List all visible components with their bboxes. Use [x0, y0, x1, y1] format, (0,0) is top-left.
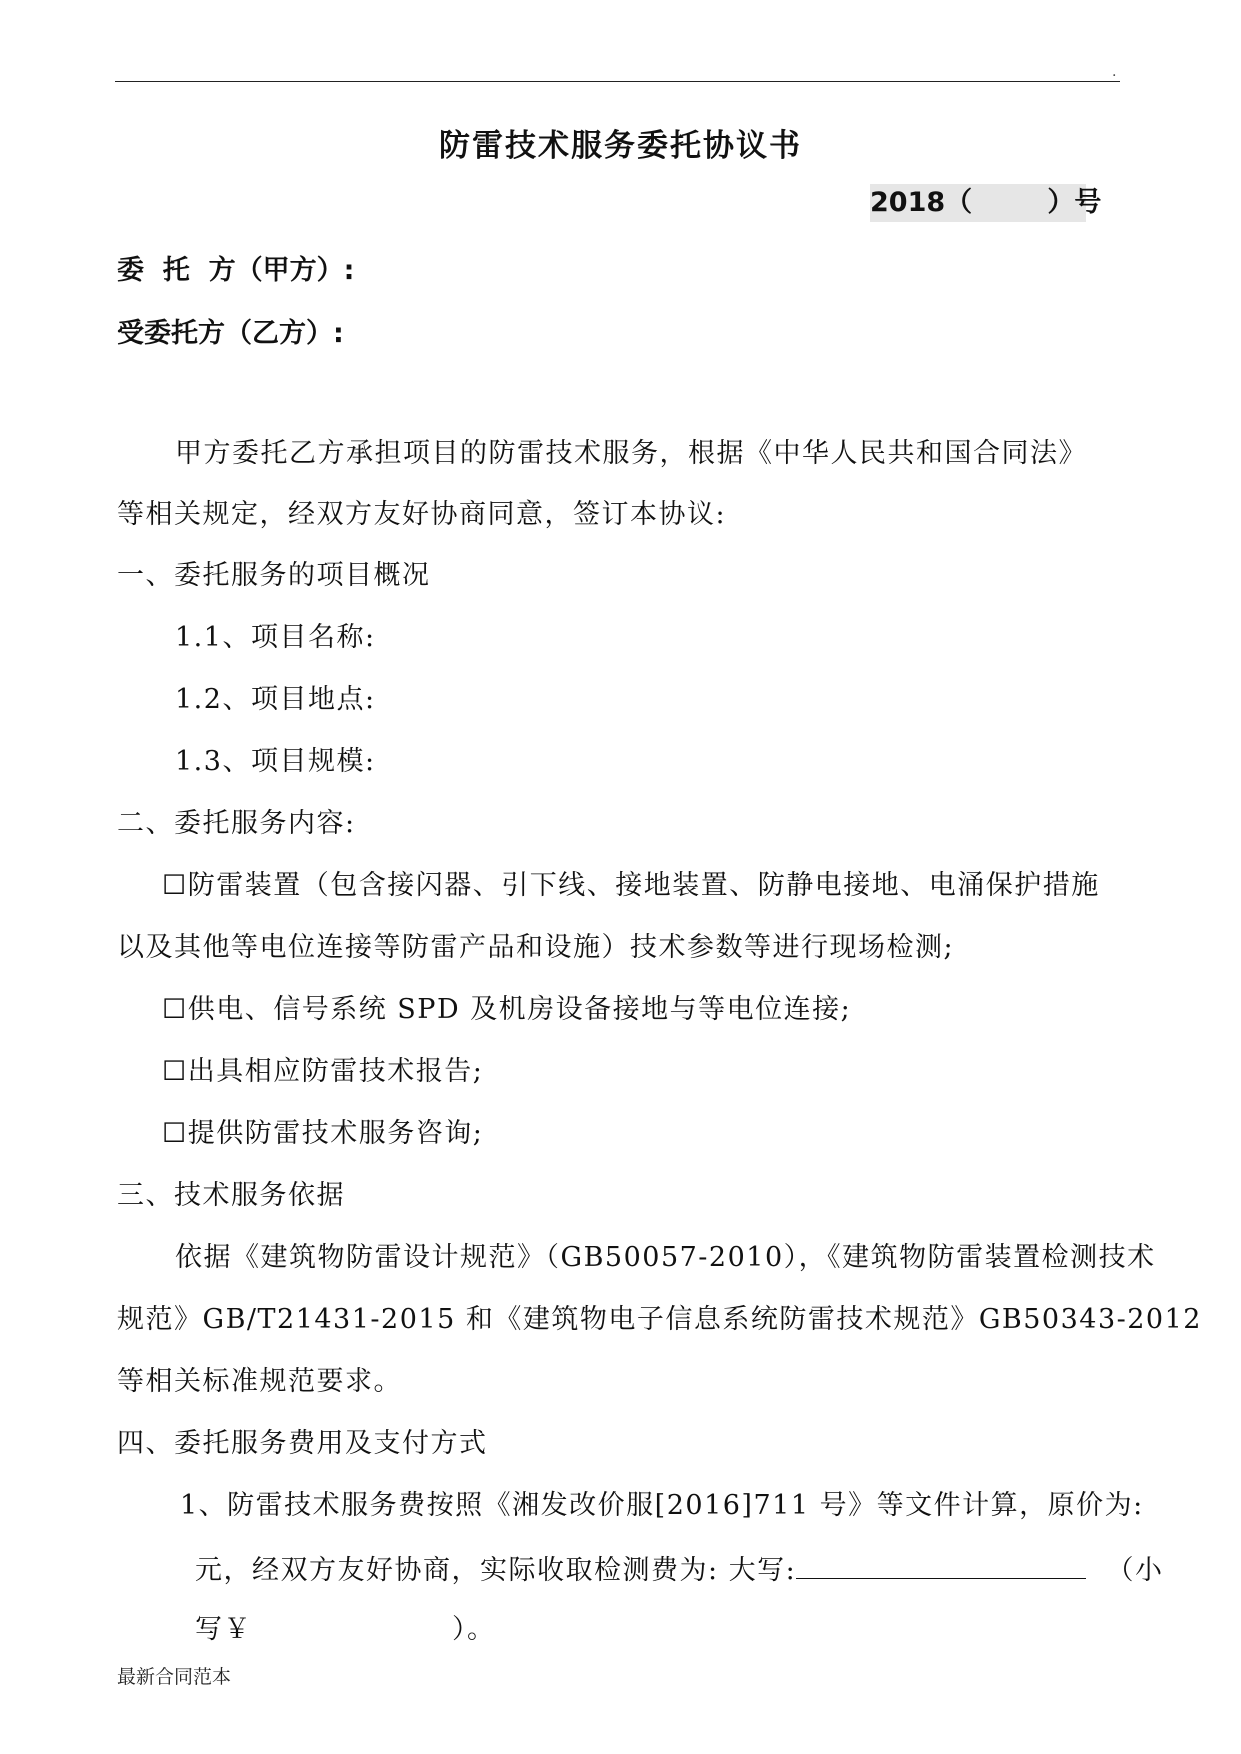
fee-line-3-close: ）。 [452, 1614, 496, 1645]
basis-line-2: 规范》GB/T21431-2015 和《建筑物电子信息系统防雷技术规范》GB50343-2012 [117, 1304, 1202, 1335]
section-3-heading: 三、技术服务依据 [117, 1180, 345, 1211]
basis-line-3: 等相关标准规范要求。 [117, 1366, 402, 1397]
fee-line-3 [195, 1612, 496, 1648]
fee-line-2-text: 元，经双方友好协商，实际收取检测费为: 大写: [195, 1555, 797, 1586]
fee-line-2-paren: （小 [1106, 1555, 1164, 1586]
contractor-party-label: 受委托方（乙方）: [117, 318, 344, 349]
client-party-label: 委 托 方（甲方）: [117, 255, 355, 286]
header-rule [115, 81, 1120, 82]
service-item-4: ☐提供防雷技术服务咨询; [162, 1118, 484, 1149]
section-1-heading: 一、委托服务的项目概况 [117, 560, 431, 591]
section-2-heading: 二、委托服务内容: [117, 808, 356, 839]
fee-amount-words-blank [796, 1550, 1086, 1579]
service-item-3: ☐出具相应防雷技术报告; [162, 1056, 484, 1087]
basis-line-1: 依据《建筑物防雷设计规范》（GB50057-2010），《建筑物防雷装置检测技术 [175, 1242, 1156, 1273]
header-corner-mark: . [1112, 64, 1117, 80]
intro-line-1: 甲方委托乙方承担项目的防雷技术服务，根据《中华人民共和国合同法》 [175, 438, 1087, 469]
project-location-label: 1.2、项目地点: [175, 684, 376, 715]
fee-line-3-text: 写￥ [195, 1614, 252, 1645]
document-title: 防雷技术服务委托协议书 [439, 128, 802, 164]
service-item-2: ☐供电、信号系统 SPD 及机房设备接地与等电位连接; [162, 994, 852, 1025]
service-item-1-line-1: ☐防雷装置（包含接闪器、引下线、接地装置、防静电接地、电涌保护措施 [162, 870, 1100, 901]
section-4-heading: 四、委托服务费用及支付方式 [117, 1428, 488, 1459]
fee-line-1: 1、防雷技术服务费按照《湘发改价服[2016]711 号》等文件计算，原价为: [180, 1490, 1144, 1521]
intro-line-2: 等相关规定，经双方友好协商同意，签订本协议: [117, 499, 727, 530]
project-scale-label: 1.3、项目规模: [175, 746, 376, 777]
project-name-label: 1.1、项目名称: [175, 622, 376, 653]
service-item-1-line-2: 以及其他等电位连接等防雷产品和设施）技术参数等进行现场检测; [117, 932, 955, 963]
fee-line-2 [195, 1550, 1163, 1589]
footer-label: 最新合同范本 [117, 1666, 232, 1688]
document-number: 2018（ ）号 [870, 184, 1086, 222]
